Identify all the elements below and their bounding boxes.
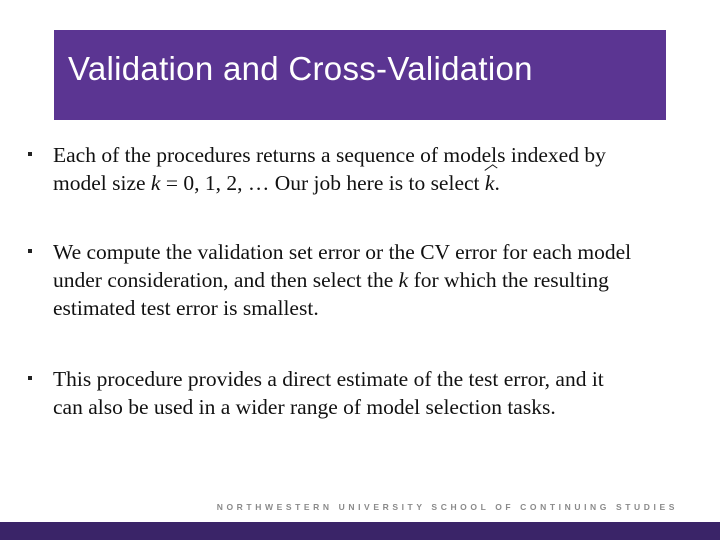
math-variable-k: k: [150, 171, 161, 195]
slide-title: Validation and Cross-Validation: [68, 50, 533, 87]
bullet-text: [53, 238, 713, 322]
bullet-square-icon: [28, 376, 32, 380]
bullet-line: can also be used in a wider range of model selection tasks.: [53, 395, 556, 419]
bullet-line: model size k = 0, 1, 2, … Our job here is to select k.: [53, 171, 500, 195]
bullet-text: [53, 141, 713, 197]
math-variable-k-hat: k: [484, 171, 495, 195]
bullet-text: [53, 365, 713, 421]
bullet-square-icon: [28, 249, 32, 253]
math-variable-k: k: [398, 268, 409, 292]
bullet-line: This procedure provides a direct estimate of the test error, and it: [53, 367, 604, 391]
bullet-line: We compute the validation set error or the CV error for each model: [53, 240, 632, 264]
footer-institution: NORTHWESTERN UNIVERSITY SCHOOL OF CONTINUING STUDIES: [216, 502, 678, 512]
bullet-square-icon: [28, 152, 32, 156]
bullet-line: estimated test error is smallest.: [53, 296, 319, 320]
bullet-line: under consideration, and then select the k for which the resulting: [53, 268, 609, 292]
bullet-line: Each of the procedures returns a sequence of models indexed by: [53, 143, 606, 167]
title-bar: [54, 30, 666, 120]
bottom-bar: [0, 522, 720, 540]
